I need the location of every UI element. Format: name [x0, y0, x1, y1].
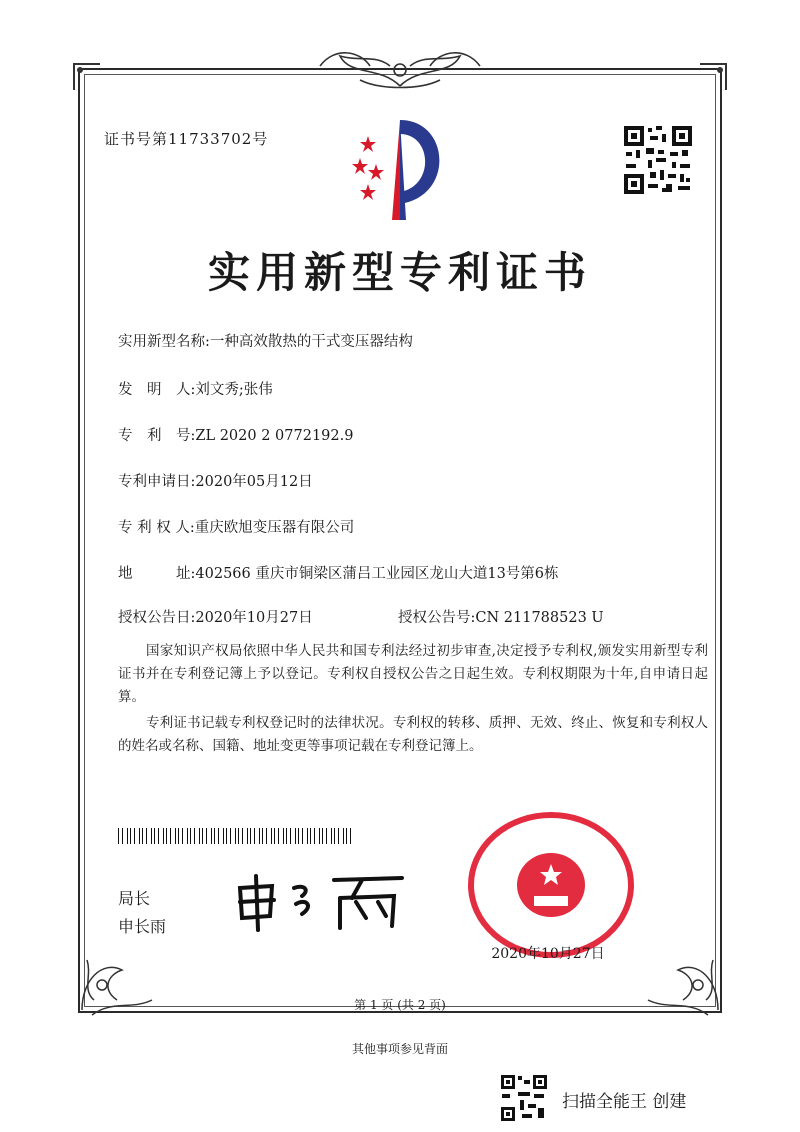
qr-code-icon — [622, 124, 694, 196]
field-application-date — [118, 470, 313, 491]
field-grant-announcement-date — [118, 606, 313, 627]
legal-status-paragraph: 专利证书记载专利权登记时的法律状况。专利权的转移、质押、无效、终止、恢复和专利权人的姓名或名称、国籍、地址变更等事项记载在专利登记簿上。 — [118, 715, 708, 754]
field-patent-number — [118, 424, 353, 445]
scanner-qr-code-icon — [500, 1074, 548, 1122]
field-patentee — [118, 516, 354, 537]
field-value: 刘文秀;张伟 — [195, 382, 273, 398]
field-label: 授权公告号: — [398, 610, 476, 626]
director-signature-icon — [232, 868, 412, 934]
field-label: 专 利 号: — [118, 428, 196, 444]
field-value: CN 211788523 U — [475, 610, 604, 626]
director-name: 申长雨 — [118, 917, 167, 936]
field-grant-announcement-number — [398, 606, 604, 627]
patent-office-logo-icon — [340, 116, 460, 226]
field-value: 2020年05月12日 — [195, 474, 313, 490]
seal-date: 2020年10月27日 — [491, 946, 605, 962]
field-value: 重庆欧旭变压器有限公司 — [194, 520, 355, 536]
field-utility-model-name — [118, 330, 413, 351]
director-title: 局长 — [118, 889, 151, 908]
field-value: 2020年10月27日 — [195, 610, 313, 626]
field-value: 402566 重庆市铜梁区蒲吕工业园区龙山大道13号第6栋 — [195, 566, 559, 582]
field-label: 实用新型名称: — [118, 334, 210, 350]
field-label: 专利申请日: — [118, 474, 196, 490]
top-ornament-icon — [300, 36, 500, 96]
field-label: 发 明 人: — [118, 382, 196, 398]
field-label: 地 址: — [118, 566, 196, 582]
official-seal-icon — [466, 810, 636, 960]
field-value: 一种高效散热的干式变压器结构 — [209, 334, 413, 350]
barcode-icon — [118, 828, 354, 844]
field-value: ZL 2020 2 0772192.9 — [195, 428, 354, 444]
certificate-number: 证书号第11733702号 — [104, 130, 269, 148]
certificate-title: 实用新型专利证书 — [207, 248, 592, 297]
page-number: 第 1 页 (共 2 页) — [354, 998, 446, 1012]
back-side-note: 其他事项参见背面 — [351, 1042, 448, 1056]
field-inventor — [118, 378, 273, 399]
field-address — [118, 562, 559, 583]
grant-statement-paragraph: 国家知识产权局依照中华人民共和国专利法经过初步审查,决定授予专利权,颁发实用新型专利证书并在专利登记簿上予以登记。专利权自授权公告之日起生效。专利权期限为十年,自申请日起算。 — [118, 643, 708, 705]
field-label: 授权公告日: — [118, 610, 196, 626]
corner-ornament-top-right-icon — [698, 62, 728, 92]
scanner-watermark-text: 扫描全能王 创建 — [562, 1092, 687, 1112]
field-label: 专 利 权 人: — [118, 520, 195, 536]
corner-ornament-top-left-icon — [72, 62, 102, 92]
